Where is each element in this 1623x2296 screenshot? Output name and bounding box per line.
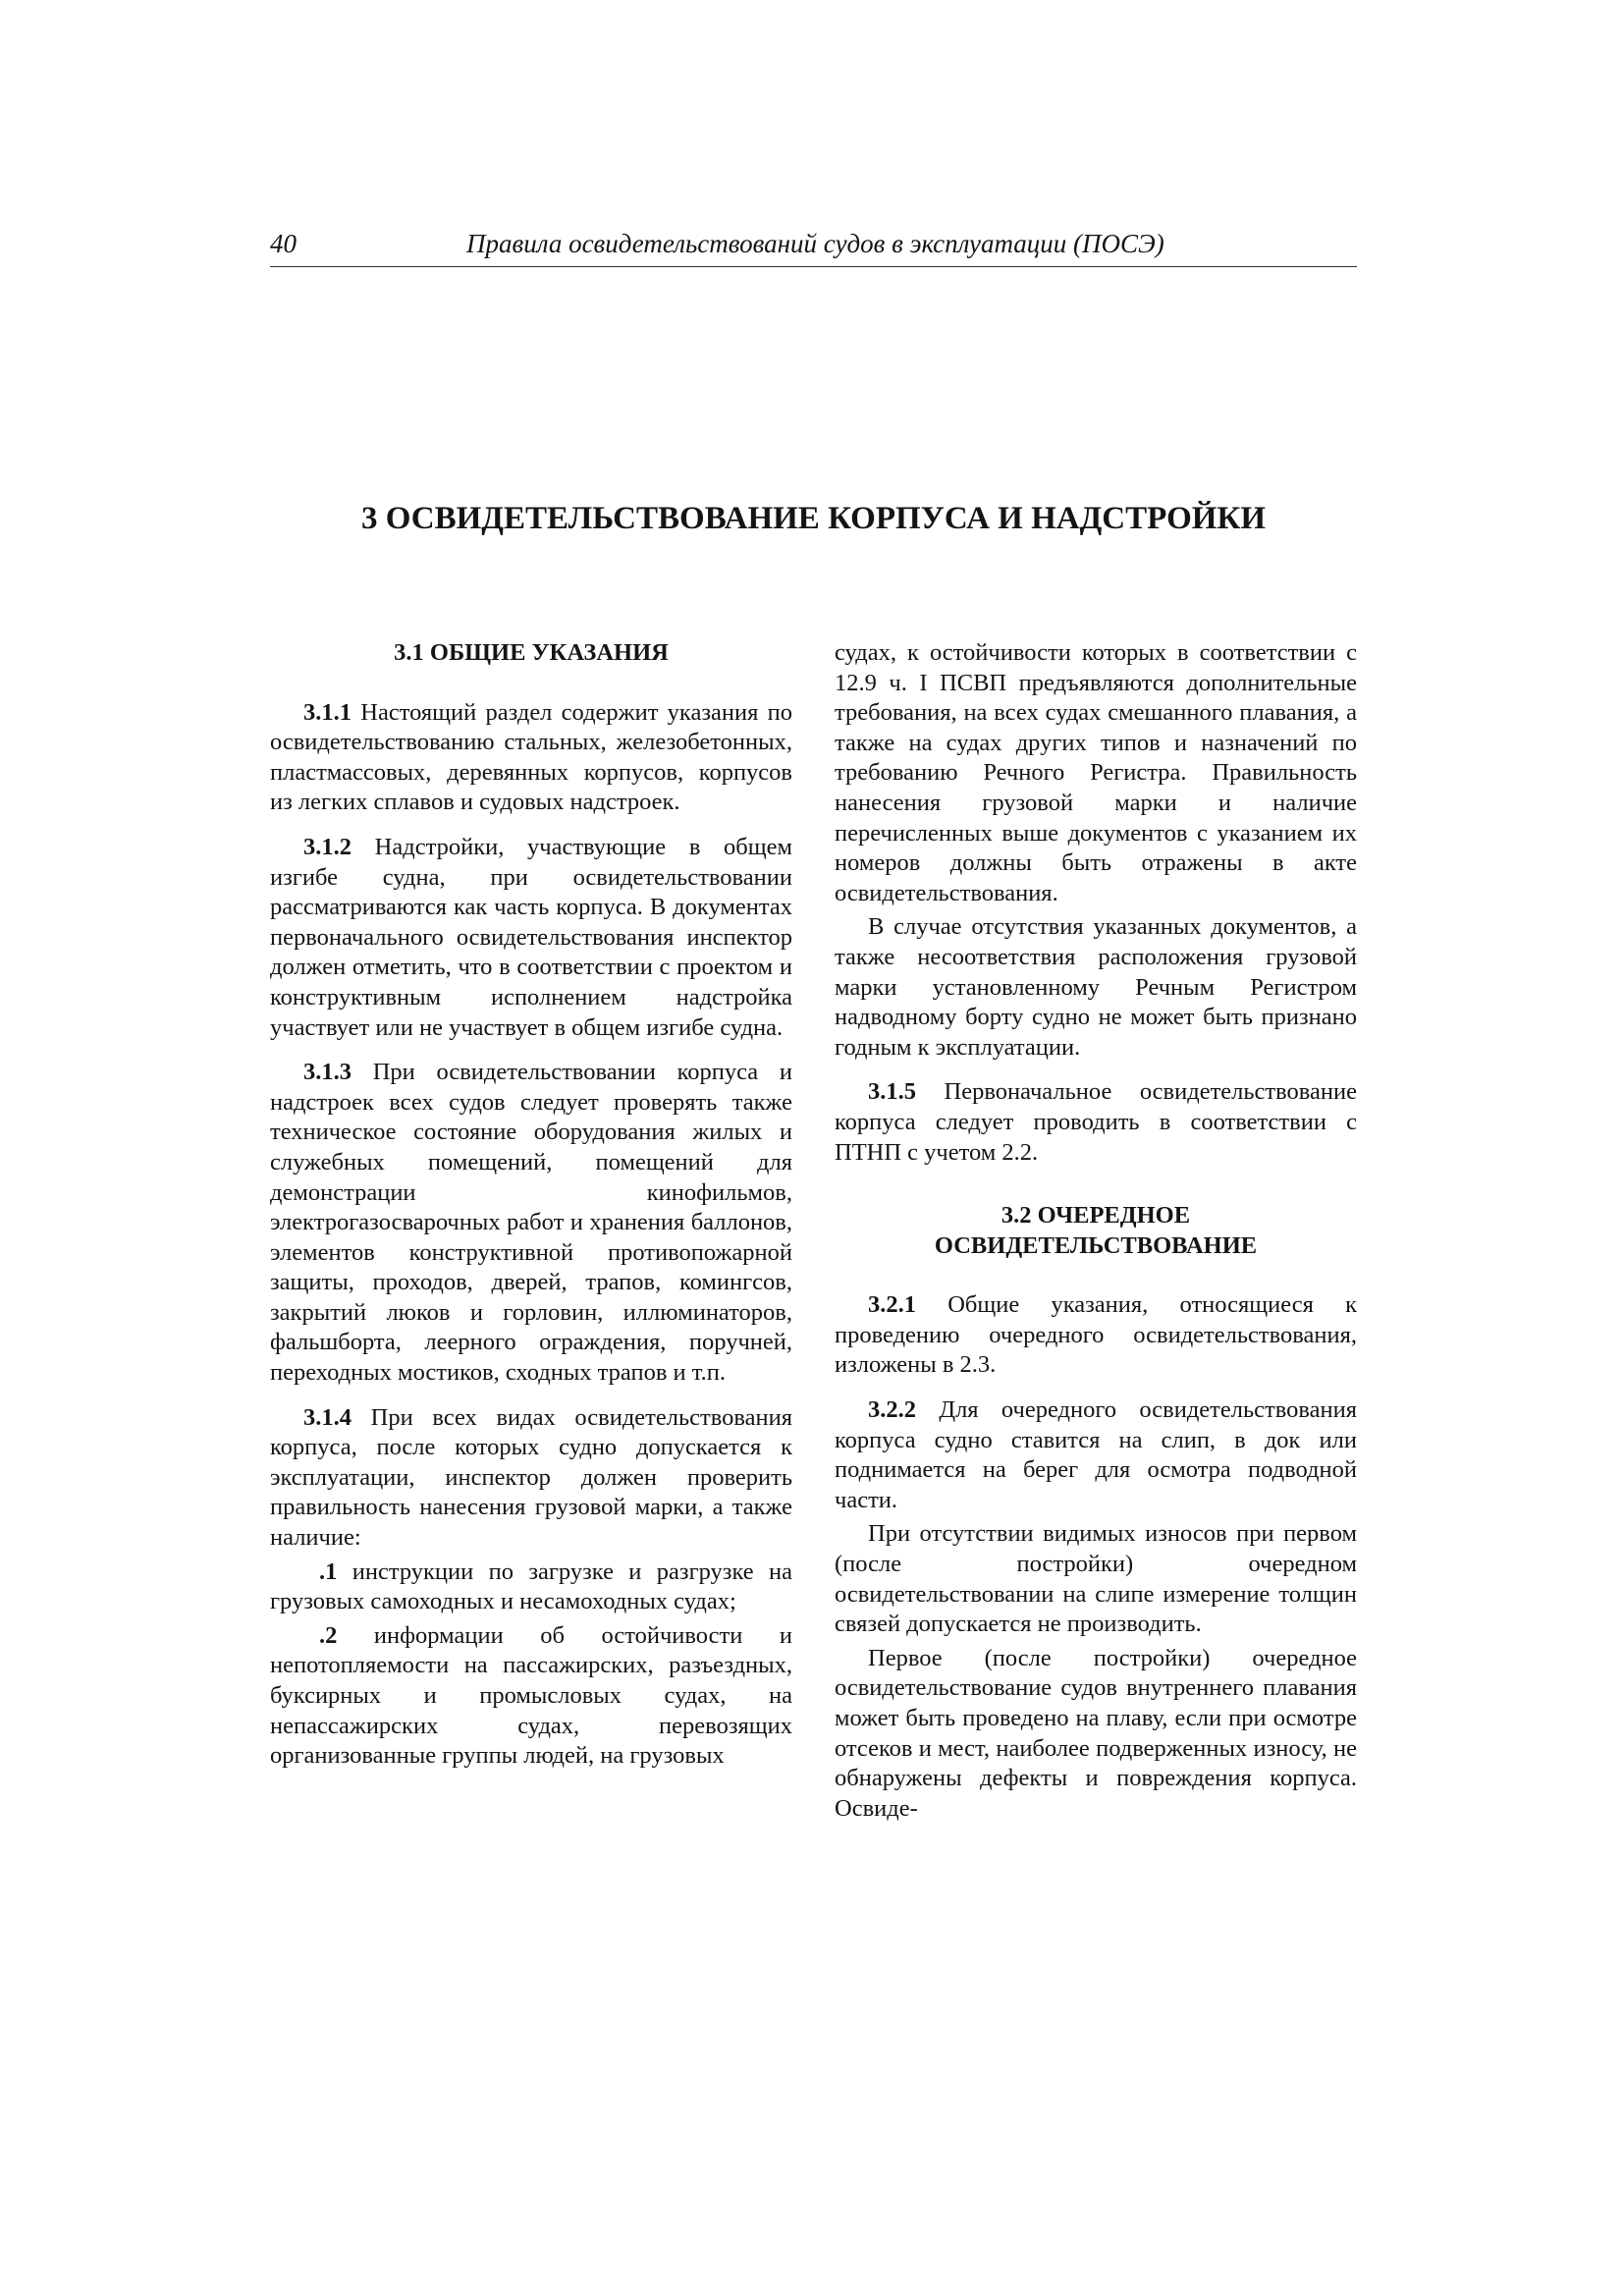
paragraph-text: При всех видах освидетельствования корпуса, после которых судно допускается к эксплуатации, инспектор должен проверить правильность нанесения грузовой марки, а также наличие: (270, 1403, 792, 1552)
paragraph-text: Надстройки, участвующие в общем изгибе судна, при освидетельствовании рассматриваются как часть корпуса. В документах первоначального освидетельствования инспектор должен отметить, что в соответствии с проектом и конструктивным исполнением надстройка участвует или не участвует в общем изгибе судна. (270, 833, 793, 1041)
item-number: .1 (319, 1558, 338, 1585)
paragraph-3-2-2-a: При отсутствии видимых износов при первом (после постройки) очередном освидетельствовании на слипе измерение толщин связей допускается не производить. (835, 1520, 1357, 1638)
paragraph-3-2-2-b: Первое (после постройки) очередное освидетельствование судов внутреннего плавания может быть проведено на плаву, если при осмотре отсеков и мест, наиболее подверженных износу, не обнаружены дефекты и повреждения корпуса. Освиде- (835, 1644, 1357, 1822)
paragraph-number: 3.2.1 (868, 1291, 916, 1319)
paragraph-3-2-1 (835, 1290, 1357, 1381)
paragraph-number: 3.2.2 (868, 1396, 916, 1424)
item-text: инструкции по загрузке и разгрузке на грузовых самоходных и несамоходных судах; (270, 1558, 792, 1615)
paragraph-text: Для очередного освидетельствования корпуса судно ставится на слип, в док или поднимается на берег для осмотра подводной части. (835, 1396, 1357, 1513)
paragraph-3-2-2 (835, 1395, 1357, 1515)
paragraph-number: 3.1.4 (303, 1403, 352, 1431)
left-column (270, 638, 792, 1786)
item-number: .2 (319, 1621, 338, 1649)
paragraph-number: 3.1.2 (303, 833, 352, 860)
paragraph-3-1-1 (270, 698, 792, 818)
paragraph-number: 3.1.5 (868, 1078, 916, 1106)
item-text: информации об остойчивости и непотопляемости на пассажирских, разъездных, буксирных и промысловых судах, на непассажирских судах, перевозящих организованные группы людей, на грузовых (270, 1621, 793, 1770)
running-title: Правила освидетельствований судов в эксплуатации (ПОСЭ) (466, 229, 1164, 258)
list-item-2 (270, 1621, 792, 1772)
paragraph-3-1-4-note: В случае отсутствия указанных документов, а также несоответствия расположения грузовой марки установленному Речным Регистром надводному борту судно не может быть признано годным к эксплуатации. (835, 913, 1357, 1061)
section-3-2-title-line2: ОСВИДЕТЕЛЬСТВОВАНИЕ (934, 1231, 1258, 1259)
paragraph-3-1-2 (270, 833, 792, 1043)
section-3-1-title: 3.1 ОБЩИЕ УКАЗАНИЯ (394, 639, 669, 666)
paragraph-3-1-3 (270, 1058, 792, 1389)
paragraph-text: Настоящий раздел содержит указания по освидетельствованию стальных, железобетонных, пластмассовых, деревянных корпусов, корпусов из легких сплавов и судовых надстроек. (270, 698, 792, 816)
paragraph-text: Первоначальное освидетельствование корпуса следует проводить в соответствии с ПТНП с учетом 2.2. (835, 1078, 1357, 1166)
paragraph-number: 3.1.3 (303, 1059, 352, 1086)
paragraph-text: При освидетельствовании корпуса и надстроек всех судов следует проверять также техническое состояние оборудования жилых и служебных помещений, помещений для демонстрации кинофильмов, электрогазосварочных работ и хранения баллонов, элементов конструктивной противопожарной защиты, проходов, дверей, трапов, комингсов, закрытий люков и горловин, иллюминаторов, фальшборта, леерного ограждения, поручней, переходных мостиков, сходных трапов и т.п. (270, 1059, 793, 1387)
running-header (270, 229, 1357, 267)
paragraph-number: 3.1.1 (303, 698, 352, 726)
chapter-title: 3 ОСВИДЕТЕЛЬСТВОВАНИЕ КОРПУСА И НАДСТРОЙКИ (360, 501, 1267, 536)
paragraph-text: Общие указания, относящиеся к проведению очередного освидетельствования, изложены в 2.3. (835, 1291, 1358, 1379)
section-3-2-title-line1: 3.2 ОЧЕРЕДНОЕ (1001, 1202, 1191, 1230)
list-item-1 (270, 1558, 792, 1617)
right-column (835, 638, 1357, 1838)
list-item-2-continuation: судах, к остойчивости которых в соответствии с 12.9 ч. I ПСВП предъявляются дополнительные требования, на всех судах смешанного плавания, а также на судах других типов и назначений по требованию Речного Регистра. Правильность нанесения грузовой марки и наличие перечисленных выше документов с указанием их номеров должны быть отражены в акте освидетельствования. (835, 639, 1357, 906)
section-3-2-title (835, 1201, 1357, 1261)
page-number: 40 (270, 229, 297, 258)
paragraph-3-1-4 (270, 1403, 792, 1554)
paragraph-3-1-5 (835, 1077, 1357, 1168)
